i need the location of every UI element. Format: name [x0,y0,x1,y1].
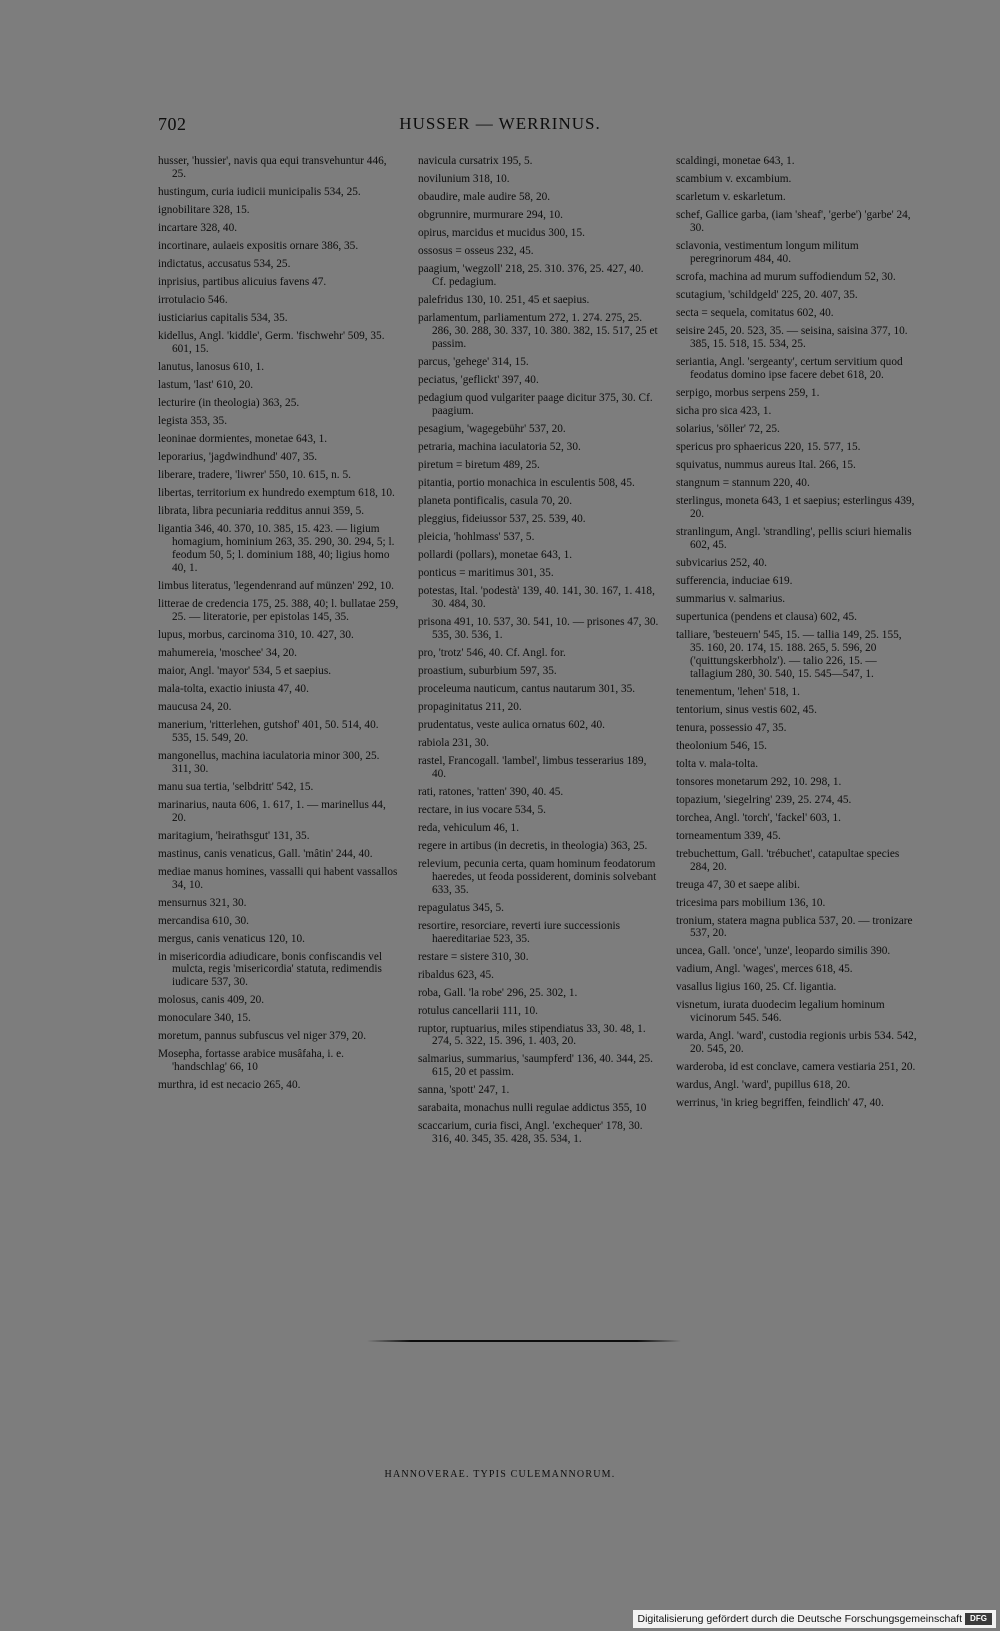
index-entry: litterae de credencia 175, 25. 388, 40; l. bullatae 259, 25. — literatorie, per epistolas 145, 35. [158,597,399,623]
index-entry: talliare, 'besteuern' 545, 15. — tallia 149, 25. 155, 35. 160, 20. 174, 15. 188. 265, 5. 596, 20 ('quittungskerbholz'). — talio 226, 15. — tallagium 280, 30. 540, 15. 545—547, 1. [676,628,902,680]
index-entry: mangonellus, machina iaculatoria minor 300, 25. 311, 30. [158,749,380,775]
index-entry: pleggius, fideiussor 537, 25. 539, 40. [418,512,586,525]
printer-imprint: HANNOVERAE. TYPIS CULEMANNORUM. [384,1469,616,1480]
index-entry: reda, vehiculum 46, 1. [418,821,520,834]
index-entry: rabiola 231, 30. [418,736,489,749]
dfg-logo-icon: DFG [965,1613,992,1625]
index-entry: murthra, id est necacio 265, 40. [158,1079,301,1092]
page-number: 702 [158,114,187,134]
index-entry: pollardi (pollars), monetae 643, 1. [418,548,573,561]
index-entry: mahumereia, 'moschee' 34, 20. [158,646,297,659]
index-entry: parcus, 'gehege' 314, 15. [418,355,529,368]
index-entry: trebuchettum, Gall. 'trébuchet', catapultae species 284, 20. [676,847,900,873]
index-entry: regere in artibus (in decretis, in theologia) 363, 25. [418,839,648,852]
index-entry: ignobilitare 328, 15. [158,203,250,216]
index-entry: navicula cursatrix 195, 5. [418,155,533,167]
index-entry: potestas, Ital. 'podestà' 139, 40. 141, 30. 167, 1. 418, 30. 484, 30. [418,584,655,610]
index-entry: librata, libra pecuniaria redditus annui 359, 5. [158,504,365,517]
index-entry: leporarius, 'jagdwindhund' 407, 35. [158,450,318,463]
index-entry: pitantia, portio monachica in esculentis 508, 45. [418,476,635,489]
index-entry: rectare, in ius vocare 534, 5. [418,803,546,816]
index-entry: maritagium, 'heirathsgut' 131, 35. [158,829,310,842]
index-entry: maior, Angl. 'mayor' 534, 5 et saepius. [158,664,332,677]
index-entry: novilunium 318, 10. [418,173,510,185]
index-entry: libertas, territorium ex hundredo exemptum 618, 10. [158,486,395,499]
index-entry: schef, Gallice garba, (iam 'sheaf', 'gerbe') 'garbe' 24, 30. [676,209,911,234]
index-entry: topazium, 'siegelring' 239, 25. 274, 45. [676,793,852,806]
index-entry: tolta v. mala-tolta. [676,757,759,770]
index-entry: repagulatus 345, 5. [418,901,504,914]
index-entry: indictatus, accusatus 534, 25. [158,257,291,270]
index-entry: Mosepha, fortasse arabice musâfaha, i. e. 'handschlag' 66, 10 [158,1048,345,1074]
index-column-3 [676,155,918,1115]
index-entry: pro, 'trotz' 546, 40. Cf. Angl. for. [418,646,566,659]
index-entry: restare = sistere 310, 30. [418,950,529,963]
index-entry: leoninae dormientes, monetae 643, 1. [158,432,328,445]
index-entry: lastum, 'last' 610, 20. [158,378,254,391]
index-entry: limbus literatus, 'legendenrand auf münzen' 292, 10. [158,579,394,592]
index-entry: inprisius, partibus alicuius favens 47. [158,275,327,288]
index-column-1 [158,155,400,1097]
index-entry: squivatus, nummus aureus Ital. 266, 15. [676,458,856,471]
index-entry: tricesima pars mobilium 136, 10. [676,896,826,909]
index-entry: opirus, marcidus et mucidus 300, 15. [418,227,585,239]
index-entry: paagium, 'wegzoll' 218, 25. 310. 376, 25. 427, 40. Cf. pedagium. [418,263,644,288]
index-entry: iusticiarius capitalis 534, 35. [158,311,288,324]
index-entry: scaccarium, curia fisci, Angl. 'exchequer' 178, 30. 316, 40. 345, 35. 428, 35. 534, 1. [418,1120,643,1146]
index-entry: torchea, Angl. 'torch', 'fackel' 603, 1. [676,811,841,824]
index-entry: summarius v. salmarius. [676,592,786,605]
index-entry: rati, ratones, 'ratten' 390, 40. 45. [418,785,564,798]
index-entry: uncea, Gall. 'once', 'unze', leopardo similis 390. [676,945,891,958]
index-entry: spericus pro sphaericus 220, 15. 577, 15. [676,440,861,453]
index-entry: stranlingum, Angl. 'strandling', pellis sciuri hiemalis 602, 45. [676,525,912,551]
page-header [0,114,1000,138]
index-entry: salmarius, summarius, 'saumpferd' 136, 40. 344, 25. 615, 20 et passim. [418,1053,654,1079]
index-entry: roba, Gall. 'la robe' 296, 25. 302, 1. [418,986,578,999]
index-entry: ligantia 346, 40. 370, 10. 385, 15. 423. — ligium homagium, hominium 263, 35. 290, 30. 294, 5; l. feodum 50, 5; l. dominium 188, 40; ligius homo 40, 1. [158,522,395,574]
index-entry: tenura, possessio 47, 35. [676,721,787,734]
index-entry: petraria, machina iaculatoria 52, 30. [418,440,581,453]
index-entry: sclavonia, vestimentum longum militum peregrinorum 484, 40. [676,239,859,265]
index-entry: scaldingi, monetae 643, 1. [676,155,795,167]
index-entry: mediae manus homines, vassalli qui habent vassallos 34, 10. [158,865,398,891]
index-entry: obgrunnire, murmurare 294, 10. [418,209,563,221]
index-entry: tentorium, sinus vestis 602, 45. [676,703,817,716]
index-entry: mastinus, canis venaticus, Gall. 'mâtin' 244, 40. [158,847,373,860]
index-entry: stangnum = stannum 220, 40. [676,476,810,489]
index-entry: lanutus, lanosus 610, 1. [158,360,265,373]
end-rule [367,1340,681,1342]
index-entry: pedagium quod vulgariter paage dicitur 375, 30. Cf. paagium. [418,391,653,417]
index-entry: warda, Angl. 'ward', custodia regionis urbis 534. 542, 20. 545, 20. [676,1030,917,1056]
index-entry: in misericordia adiudicare, bonis confiscandis vel mulcta, regis 'misericordia' statuta, redimendis iudicare 537, 30. [158,950,382,989]
index-entry: sanna, 'spott' 247, 1. [418,1084,510,1097]
index-entry: serpigo, morbus serpens 259, 1. [676,386,820,399]
index-entry: vadium, Angl. 'wages', merces 618, 45. [676,963,853,976]
index-entry: mergus, canis venaticus 120, 10. [158,932,305,945]
index-entry: prisona 491, 10. 537, 30. 541, 10. — prisones 47, 30. 535, 30. 536, 1. [418,615,659,641]
index-entry: mensurnus 321, 30. [158,896,247,909]
index-entry: mala-tolta, exactio iniusta 47, 40. [158,682,309,695]
index-entry: sarabaita, monachus nulli regulae addictus 355, 10 [418,1102,647,1115]
index-entry: incortinare, aulaeis expositis ornare 386, 35. [158,239,359,252]
index-entry: vasallus ligius 160, 25. Cf. ligantia. [676,981,837,994]
index-entry: maucusa 24, 20. [158,700,232,713]
index-entry: relevium, pecunia certa, quam hominum feodatorum haeredes, ut feoda possiderent, dominis solvebant 633, 35. [418,857,657,896]
index-entry: tenementum, 'lehen' 518, 1. [676,685,800,698]
index-entry: proastium, suburbium 597, 35. [418,664,557,677]
index-entry: scutagium, 'schildgeld' 225, 20. 407, 35. [676,288,858,301]
index-column-2 [418,155,660,1151]
index-entry: supertunica (pendens et clausa) 602, 45. [676,610,858,623]
index-entry: planeta pontificalis, casula 70, 20. [418,494,573,507]
index-entry: ossosus = osseus 232, 45. [418,245,534,257]
index-entry: wardus, Angl. 'ward', pupillus 618, 20. [676,1079,851,1092]
index-entry: seisire 245, 20. 523, 35. — seisina, saisina 377, 10. 385, 15. 518, 15. 534, 25. [676,324,908,350]
index-entry: resortire, resorciare, reverti iure successionis haereditariae 523, 35. [418,919,620,945]
index-entry: manu sua tertia, 'selbdritt' 542, 15. [158,780,314,793]
index-entry: scambium v. excambium. [676,173,792,185]
index-entry: husser, 'hussier', navis qua equi transvehuntur 446, 25. [158,155,387,180]
index-entry: obaudire, male audire 58, 20. [418,191,551,203]
index-entry: molosus, canis 409, 20. [158,994,265,1007]
index-entry: mercandisa 610, 30. [158,914,249,927]
index-entry: scrofa, machina ad murum suffodiendum 52, 30. [676,270,896,283]
index-entry: tonsores monetarum 292, 10. 298, 1. [676,775,842,788]
index-entry: scarletum v. eskarletum. [676,191,786,203]
index-entry: parlamentum, parliamentum 272, 1. 274. 275, 25. 286, 30. 288, 30. 337, 10. 380. 382, 15. 517, 25 et passim. [418,311,658,350]
index-entry: sicha pro sica 423, 1. [676,404,772,417]
running-head: HUSSER — WERRINUS. [399,114,601,133]
index-entry: monoculare 340, 15. [158,1012,251,1025]
index-entry: propaginitatus 211, 20. [418,700,522,713]
index-entry: prudentatus, veste aulica ornatus 602, 40. [418,718,605,731]
index-entry: rastel, Francogall. 'lambel', limbus tesserarius 189, 40. [418,754,647,780]
index-entry: treuga 47, 30 et saepe alibi. [676,878,800,891]
index-entry: ruptor, ruptuarius, miles stipendiatus 33, 30. 48, 1. 274, 5. 322, 15. 396, 1. 403, 20. [418,1022,646,1048]
index-entry: manerium, 'ritterlehen, gutshof' 401, 50. 514, 40. 535, 15. 549, 20. [158,718,379,744]
index-entry: seriantia, Angl. 'sergeanty', certum servitium quod feodatus domino ipse facere debet 618, 20. [676,355,903,381]
index-entry: moretum, pannus subfuscus vel niger 379, 20. [158,1030,367,1043]
index-entry: lecturire (in theologia) 363, 25. [158,396,300,409]
index-entry: peciatus, 'geflickt' 397, 40. [418,373,539,386]
index-entry: ponticus = maritimus 301, 35. [418,566,554,579]
index-entry: visnetum, iurata duodecim legalium hominum vicinorum 545. 546. [676,999,885,1025]
index-entry: liberare, tradere, 'liwrer' 550, 10. 615, n. 5. [158,468,351,481]
index-entry: theolonium 546, 15. [676,739,767,752]
credit-text: Digitalisierung gefördert durch die Deutsche Forschungsgemeinschaft [637,1613,962,1625]
index-entry: marinarius, nauta 606, 1. 617, 1. — marinellus 44, 20. [158,798,386,824]
index-entry: subvicarius 252, 40. [676,556,767,569]
index-entry: pleicia, 'hohlmass' 537, 5. [418,530,535,543]
index-entry: rotulus cancellarii 111, 10. [418,1004,538,1017]
index-entry: legista 353, 35. [158,414,228,427]
index-entry: solarius, 'söller' 72, 25. [676,422,780,435]
index-entry: tronium, statera magna publica 537, 20. — tronizare 537, 20. [676,914,913,940]
index-entry: piretum = biretum 489, 25. [418,458,540,471]
digitization-credit [633,1610,996,1628]
index-entry: pesagium, 'wagegebühr' 537, 20. [418,422,566,435]
index-entry: palefridus 130, 10. 251, 45 et saepius. [418,293,590,306]
index-entry: torneamentum 339, 45. [676,829,781,842]
index-entry: kidellus, Angl. 'kiddle', Germ. 'fischwehr' 509, 35. 601, 15. [158,329,385,355]
index-entry: warderoba, id est conclave, camera vestiaria 251, 20. [676,1061,916,1074]
index-entry: hustingum, curia iudicii municipalis 534, 25. [158,185,361,198]
index-entry: lupus, morbus, carcinoma 310, 10. 427, 30. [158,628,354,641]
index-entry: sufferencia, induciae 619. [676,574,793,587]
index-entry: proceleuma nauticum, cantus nautarum 301, 35. [418,682,636,695]
index-entry: secta = sequela, comitatus 602, 40. [676,306,834,319]
index-entry: irrotulacio 546. [158,293,228,306]
index-entry: werrinus, 'in krieg begriffen, feindlich' 47, 40. [676,1097,884,1110]
index-entry: sterlingus, moneta 643, 1 et saepius; esterlingus 439, 20. [676,494,915,520]
index-entry: ribaldus 623, 45. [418,968,494,981]
index-entry: incartare 328, 40. [158,221,238,234]
